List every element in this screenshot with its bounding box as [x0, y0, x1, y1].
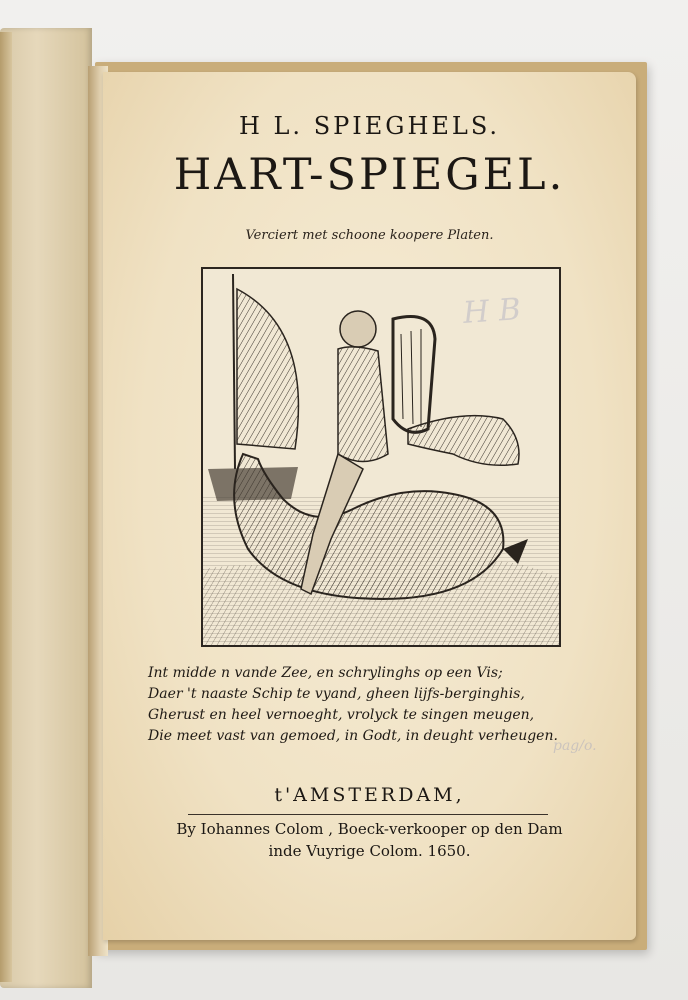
title-page: [103, 72, 636, 940]
verse-line: Gherust en heel vernoeght, vrolyck te singen meugen,: [148, 707, 535, 723]
verse-line: Daer 't naaste Schip te vyand, gheen lijfs-berginghis,: [148, 686, 525, 702]
place-of-printing: t'AMSTERDAM,: [274, 784, 465, 806]
author-line: H L. SPIEGHELS.: [238, 112, 501, 140]
verse: [148, 663, 588, 747]
verse-line: Die meet vast van gemoed, in Godt, in deught verheugen.: [148, 728, 558, 744]
divider-rule: [188, 814, 548, 815]
book-cover-edge: [0, 32, 12, 982]
verse-line: Int midde n vande Zee, en schrylinghs op een Vis;: [148, 665, 503, 681]
pencil-mark: H B: [461, 292, 522, 331]
imprint-line-2: inde Vuyrige Colom. 1650.: [268, 842, 471, 860]
pencil-note: pag/o.: [553, 738, 597, 754]
book-title: HART-SPIEGEL.: [173, 150, 566, 200]
subtitle: Verciert met schoone koopere Platen.: [245, 228, 494, 243]
book-left-cover: [0, 28, 92, 988]
imprint-line-1: By Iohannes Colom , Boeck-verkooper op den Dam: [176, 820, 563, 838]
